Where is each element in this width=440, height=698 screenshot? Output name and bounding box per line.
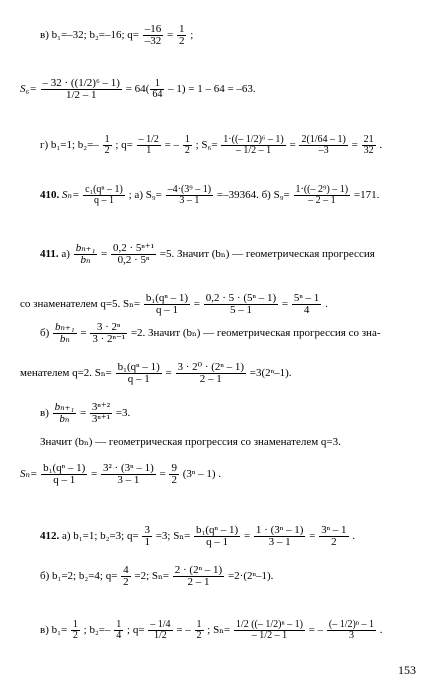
problem-411v: в) $\frac{\text{bₙ₊₁}}{\text{bₙ}}$ = $\frac{\text{3ⁿ⁺²}}{\text{3ⁿ⁺¹}}$ =3. bbox=[40, 401, 131, 425]
fraction: $\frac{- 1/4}{1/2}$ bbox=[150, 619, 171, 641]
fraction: $\frac{\text{c₁(qⁿ – 1)}}{q - 1}$ bbox=[85, 184, 123, 206]
problem-412v: в) b₁= $\frac{1}{2}$ ; b₂=– $\frac{1}{4}$ ; q= $\frac{- 1/4}{1/2}$ = – $\frac{1}{2}$ ; Sₙ= $\frac{\text{1/2 ((– 1/2)ⁿ – 1)}}{- 1/2 - 1}$ = – $\frac{\text{(– 1/2)ⁿ – 1}}{3}$ . bbox=[40, 619, 383, 641]
fraction: $\frac{2(1/64 - 1)}{-3}$ bbox=[301, 134, 346, 156]
problem-410: 410. Sₙ= $\frac{\text{c₁(qⁿ – 1)}}{q - 1}$ ; а) S₉= $\frac{\text{–4·(3⁹ – 1)}}{3 - 1}$ =–39364. б) S₉= $\frac{\text{1·((– 2⁹) – 1)}}{- 2 - 1}$ =171. bbox=[40, 184, 380, 206]
fraction: $\frac{\text{3 · 2ⁿ}}{\text{3 · 2ⁿ⁻¹}}$ bbox=[92, 321, 126, 345]
problem-412b: б) b₁=2; b₂=4; q= $\frac{4}{2}$ =2; Sₙ= $\frac{\text{2 · (2ⁿ – 1)}}{2 - 1}$ =2·(2ⁿ–1). bbox=[40, 564, 274, 588]
line-409g: г) b₁=1; b₂=– $\frac{1}{2}$ ; q= $\frac{- 1/2}{1}$ = – $\frac{1}{2}$ ; S₆= $\frac{\text{1·((– 1/2)⁶ – 1)}}{- 1/2 - 1}$ = $\frac{2(1/64 - 1)}{-3}$ = $\frac{21}{32}$ . bbox=[40, 134, 383, 156]
fraction: $\frac{\text{3ⁿ – 1}}{2}$ bbox=[321, 524, 347, 548]
problem-411a: 411. а) $\frac{\text{bₙ₊₁}}{\text{bₙ}}$ = $\frac{\text{0,2 · 5ⁿ⁺¹}}{\text{0,2 · 5ⁿ}}$ =5. Значит (bₙ) — геометрическая прогрессия bbox=[40, 242, 375, 266]
problem-411a-cont: со знаменателем q=5. Sₙ= $\frac{\text{b₁(qⁿ – 1)}}{q - 1}$ = $\frac{\text{0,2 · 5 · (5ⁿ – 1)}}{5 - 1}$ = $\frac{\text{5ⁿ – 1}}{4}$ . bbox=[20, 292, 328, 316]
fraction: $\frac{\text{(– 1/2)ⁿ – 1}}{3}$ bbox=[328, 619, 375, 641]
fraction: $\frac{\text{bₙ₊₁}}{\text{bₙ}}$ bbox=[55, 321, 75, 345]
problem-411b: б) $\frac{\text{bₙ₊₁}}{\text{bₙ}}$ = $\frac{\text{3 · 2ⁿ}}{\text{3 · 2ⁿ⁻¹}}$ =2. Значит (bₙ) — геометрическая прогрессия со зна- bbox=[40, 321, 381, 345]
fraction: $\frac{\text{–4·(3⁹ – 1)}}{3 - 1}$ bbox=[167, 184, 212, 206]
fraction: $\frac{1}{2}$ bbox=[104, 134, 110, 156]
problem-411b-cont: менателем q=2. Sₙ= $\frac{\text{b₁(qⁿ – 1)}}{q - 1}$ = $\frac{\text{3 · 2⁰ · (2ⁿ – 1)}}{2 - 1}$ =3(2ⁿ–1). bbox=[20, 361, 292, 385]
fraction: $\frac{\text{1·((– 2⁹) – 1)}}{- 2 - 1}$ bbox=[295, 184, 349, 206]
fraction: $\frac{\text{3 · 2⁰ · (2ⁿ – 1)}}{2 - 1}$ bbox=[177, 361, 245, 385]
fraction: $\frac{-16}{-32}$ bbox=[144, 23, 162, 47]
fraction: $\frac{\text{1·((– 1/2)⁶ – 1)}}{- 1/2 - 1}$ bbox=[223, 134, 284, 156]
fraction: $\frac{\text{3² · (3ⁿ – 1)}}{3 - 1}$ bbox=[103, 462, 154, 486]
fraction: $\frac{1}{2}$ bbox=[184, 134, 190, 156]
fraction: $\frac{1}{2}$ bbox=[72, 619, 78, 641]
fraction: $\frac{\text{3ⁿ⁺²}}{\text{3ⁿ⁺¹}}$ bbox=[91, 401, 110, 425]
fraction: $\frac{1}{2}$ bbox=[178, 23, 185, 47]
fraction: $\frac{9}{2}$ bbox=[171, 462, 177, 486]
fraction: $\frac{1}{64}$ bbox=[152, 78, 163, 100]
problem-411v-text: Значит (bₙ) — геометрическая прогрессия со знаменателем q=3. bbox=[40, 436, 341, 448]
fraction: $\frac{3}{1}$ bbox=[144, 524, 150, 548]
fraction: $\frac{\text{5ⁿ – 1}}{4}$ bbox=[293, 292, 320, 316]
page-number: 153 bbox=[398, 663, 416, 677]
fraction: $\frac{1}{2}$ bbox=[196, 619, 202, 641]
problem-412a: 412. а) b₁=1; b₂=3; q= $\frac{3}{1}$ =3; Sₙ= $\frac{\text{b₁(qⁿ – 1)}}{q - 1}$ = $\frac{\text{1 · (3ⁿ – 1)}}{3 - 1}$ = $\frac{\text{3ⁿ – 1}}{2}$ . bbox=[40, 524, 356, 548]
fraction: $\frac{21}{32}$ bbox=[363, 134, 374, 156]
fraction: $\frac{\text{1/2 ((– 1/2)ⁿ – 1)}}{- 1/2 - 1}$ bbox=[235, 619, 303, 641]
fraction: $\frac{\text{b₁(qⁿ – 1)}}{q - 1}$ bbox=[117, 361, 160, 385]
fraction: $\frac{\text{b₁(qⁿ – 1)}}{q - 1}$ bbox=[196, 524, 239, 548]
fraction: $\frac{\text{b₁(qⁿ – 1)}}{q - 1}$ bbox=[43, 462, 86, 486]
line-s6: S₆= $\frac{\text{– 32 · ((1/2)⁶ – 1)}}{1/2 - 1}$ = 64( $\frac{1}{64}$ – 1) = 1 – 64 = –63. bbox=[20, 77, 256, 101]
fraction: $\frac{\text{1 · (3ⁿ – 1)}}{3 - 1}$ bbox=[255, 524, 304, 548]
fraction: $\frac{\text{– 32 · ((1/2)⁶ – 1)}}{1/2 - 1}$ bbox=[42, 77, 120, 101]
fraction: $\frac{\text{0,2 · 5ⁿ⁺¹}}{\text{0,2 · 5ⁿ}}$ bbox=[113, 242, 154, 266]
fraction: $\frac{\text{b₁(qⁿ – 1)}}{q - 1}$ bbox=[145, 292, 189, 316]
fraction: $\frac{\text{bₙ₊₁}}{\text{bₙ}}$ bbox=[54, 401, 75, 425]
fraction: $\frac{1}{4}$ bbox=[116, 619, 122, 641]
fraction: $\frac{- 1/2}{1}$ bbox=[138, 134, 159, 156]
fraction: $\frac{\text{bₙ₊₁}}{\text{bₙ}}$ bbox=[75, 242, 96, 266]
fraction: $\frac{4}{2}$ bbox=[123, 564, 129, 588]
problem-411v-sum: Sₙ= $\frac{\text{b₁(qⁿ – 1)}}{q - 1}$ = $\frac{\text{3² · (3ⁿ – 1)}}{3 - 1}$ = $\frac{9}{2}$ (3ⁿ – 1) . bbox=[20, 462, 222, 486]
line-409v: в) b₁=–32; b₂=–16; q= $\frac{-16}{-32}$ = $\frac{1}{2}$ ; bbox=[40, 23, 194, 47]
fraction: $\frac{\text{2 · (2ⁿ – 1)}}{2 - 1}$ bbox=[174, 564, 223, 588]
fraction: $\frac{\text{0,2 · 5 · (5ⁿ – 1)}}{5 - 1}$ bbox=[205, 292, 277, 316]
